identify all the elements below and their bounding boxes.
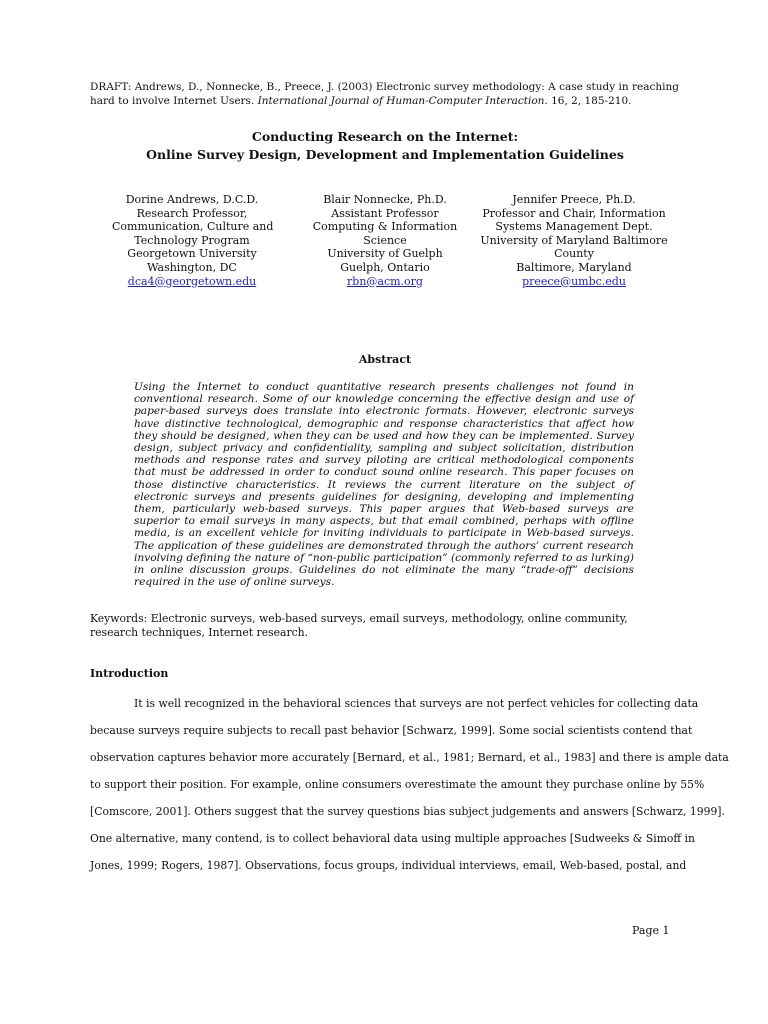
introduction-line — [90, 690, 699, 717]
author-name: Blair Nonnecke, Ph.D. — [323, 193, 447, 206]
author-andrews — [112, 193, 272, 288]
title-line-1: Conducting Research on the Internet: — [251, 129, 519, 144]
page-number: Page 1 — [632, 924, 670, 937]
author-name: Jennifer Preece, Ph.D. — [512, 193, 636, 206]
author-affiliation-line: Professor and Chair, Information — [482, 206, 666, 220]
author-affiliation-line: County — [554, 247, 594, 261]
abstract-heading: Abstract — [358, 353, 412, 366]
draft-citation-volume: 16, 2, 185-210. — [547, 95, 632, 107]
author-affiliation-line: Technology Program — [134, 233, 250, 247]
author-email-link[interactable]: rbn@acm.org — [347, 274, 423, 288]
paper-title — [90, 128, 680, 164]
author-email-link[interactable]: dca4@georgetown.edu — [127, 274, 257, 288]
author-email-link[interactable]: preece@umbc.edu — [522, 274, 626, 288]
abstract-body: Using the Internet to conduct quantitative research presents challenges not found in conventional research. Some of our knowledge concerning the effective design and use of paper-based surveys does translate into electronic formats. However, electronic surveys have distinctive technological, demographic and response characteristics that affect how they should be designed, when they can be used and how they can be implemented. Survey design, subject privacy and confidentiality, sampling and subject solicitation, distribution methods and response rates and survey piloting are critical methodological components that must be addressed in order to conduct sound online research. This paper focuses on those distinctive characteristics. It reviews the current literature on the subject of electronic surveys and presents guidelines for designing, developing and implementing them, particularly web-based surveys. This paper argues that Web-based surveys are superior to email surveys in many aspects, but that email combined, perhaps with offline media, is an excellent vehicle for inviting individuals to participate in Web-based surveys. The application of these guidelines are demonstrated through the authors’ current research involving defining the nature of “non-public participation” (commonly referred to as lurking) in online discussion groups. Guidelines do not eliminate the many “trade-off” decisions required in the use of online surveys. — [134, 381, 634, 589]
author-affiliation-line: Baltimore, Maryland — [516, 260, 632, 274]
author-affiliation-line: Computing & Information — [312, 220, 458, 234]
introduction-line: observation captures behavior more accurately [Bernard, et al., 1981; Bernard, et al., 1983] and there is ample data — [90, 751, 729, 764]
author-affiliation-line: Guelph, Ontario — [340, 260, 430, 274]
introduction-line-text: It is well recognized in the behavioral sciences that surveys are not perfect vehicles for collecting data — [134, 697, 699, 710]
keywords-paragraph: Keywords: Electronic surveys, web-based surveys, email surveys, methodology, online community, research techniques, Internet research. — [90, 612, 628, 639]
introduction-line: because surveys require subjects to recall past behavior [Schwarz, 1999]. Some social scientists contend that — [90, 724, 693, 737]
author-affiliation-line: Georgetown University — [127, 247, 257, 261]
author-affiliation-line: Communication, Culture and — [112, 220, 274, 234]
introduction-line: One alternative, many contend, is to collect behavioral data using multiple approaches [Sudweeks & Simoff in — [90, 832, 695, 845]
author-affiliation-line: University of Guelph — [327, 247, 443, 261]
draft-citation-text: DRAFT: Andrews, D., Nonnecke, B., Preece, J. (2003) Electronic survey methodology: A case study in reaching hard to involve Internet Users. — [90, 81, 679, 107]
author-name: Dorine Andrews, D.C.D. — [125, 193, 259, 206]
author-block — [90, 193, 680, 293]
introduction-line: to support their position. For example, online consumers overestimate the amount they purchase online by 55% — [90, 778, 705, 791]
author-affiliation-line: Systems Management Dept. — [495, 220, 653, 234]
introduction-line: [Comscore, 2001]. Others suggest that the survey questions bias subject judgements and answers [Schwarz, 1999]. — [90, 805, 725, 818]
author-nonnecke — [295, 193, 475, 288]
author-affiliation-line: Assistant Professor — [331, 206, 439, 220]
introduction-heading: Introduction — [90, 667, 169, 680]
title-line-2: Online Survey Design, Development and Implementation Guidelines — [146, 147, 624, 162]
journal-name: International Journal of Human-Computer Interaction. — [257, 95, 548, 107]
author-affiliation-line: Science — [363, 233, 407, 247]
author-affiliation-line: University of Maryland Baltimore — [480, 233, 668, 247]
author-affiliation-line: Washington, DC — [147, 260, 237, 274]
introduction-line: Jones, 1999; Rogers, 1987]. Observations, focus groups, individual interviews, email, Web-based, postal, and — [90, 859, 687, 872]
introduction-body — [90, 690, 729, 879]
author-affiliation-line: Research Professor, — [136, 206, 248, 220]
author-preece — [475, 193, 673, 288]
draft-citation — [90, 80, 680, 108]
